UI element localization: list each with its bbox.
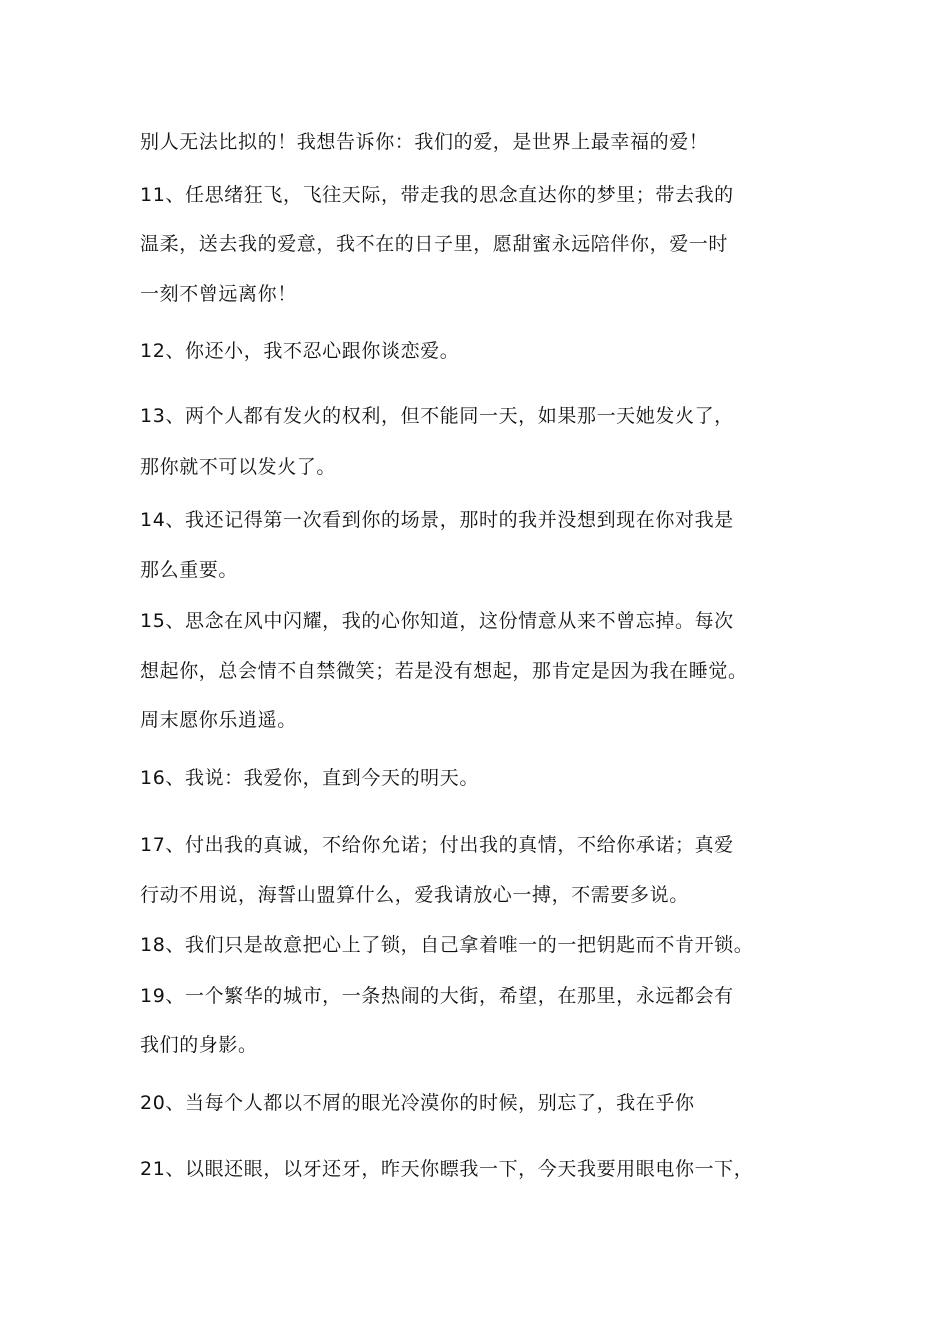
text-line: 别人无法比拟的！我想告诉你：我们的爱，是世界上最幸福的爱！ [140, 131, 709, 153]
text-line: 想起你，总会情不自禁微笑；若是没有想起，那肯定是因为我在睡觉。 [140, 660, 748, 682]
text-line: 温柔，送去我的爱意，我不在的日子里，愿甜蜜永远陪伴你，爱一时 [140, 233, 729, 255]
text-line: 19、一个繁华的城市，一条热闹的大街，希望，在那里，永远都会有 [140, 985, 734, 1007]
text-line: 那么重要。 [140, 559, 239, 581]
text-line: 18、我们只是故意把心上了锁，自己拿着唯一的一把钥匙而不肯开锁。 [140, 934, 754, 956]
text-line: 20、当每个人都以不屑的眼光冷漠你的时候，别忘了，我在乎你 [140, 1092, 695, 1114]
text-line: 我们的身影。 [140, 1034, 258, 1056]
text-line: 11、任思绪狂飞，飞往天际，带走我的思念直达你的梦里；带去我的 [140, 184, 734, 206]
text-line: 12、你还小，我不忍心跟你谈恋爱。 [140, 340, 460, 362]
text-line: 那你就不可以发火了。 [140, 456, 337, 478]
text-line: 一刻不曾远离你！ [140, 283, 297, 305]
text-line: 周末愿你乐逍遥。 [140, 709, 297, 731]
text-line: 15、思念在风中闪耀，我的心你知道，这份情意从来不曾忘掉。每次 [140, 610, 734, 632]
text-line: 21、以眼还眼，以牙还牙，昨天你瞟我一下，今天我要用眼电你一下， [140, 1158, 754, 1180]
text-line: 16、我说：我爱你，直到今天的明天。 [140, 767, 479, 789]
text-line: 14、我还记得第一次看到你的场景，那时的我并没想到现在你对我是 [140, 509, 734, 531]
text-line: 13、两个人都有发火的权利，但不能同一天，如果那一天她发火了， [140, 405, 734, 427]
text-line: 17、付出我的真诚，不给你允诺；付出我的真情，不给你承诺；真爱 [140, 834, 734, 856]
text-line: 行动不用说，海誓山盟算什么，爱我请放心一搏，不需要多说。 [140, 884, 689, 906]
